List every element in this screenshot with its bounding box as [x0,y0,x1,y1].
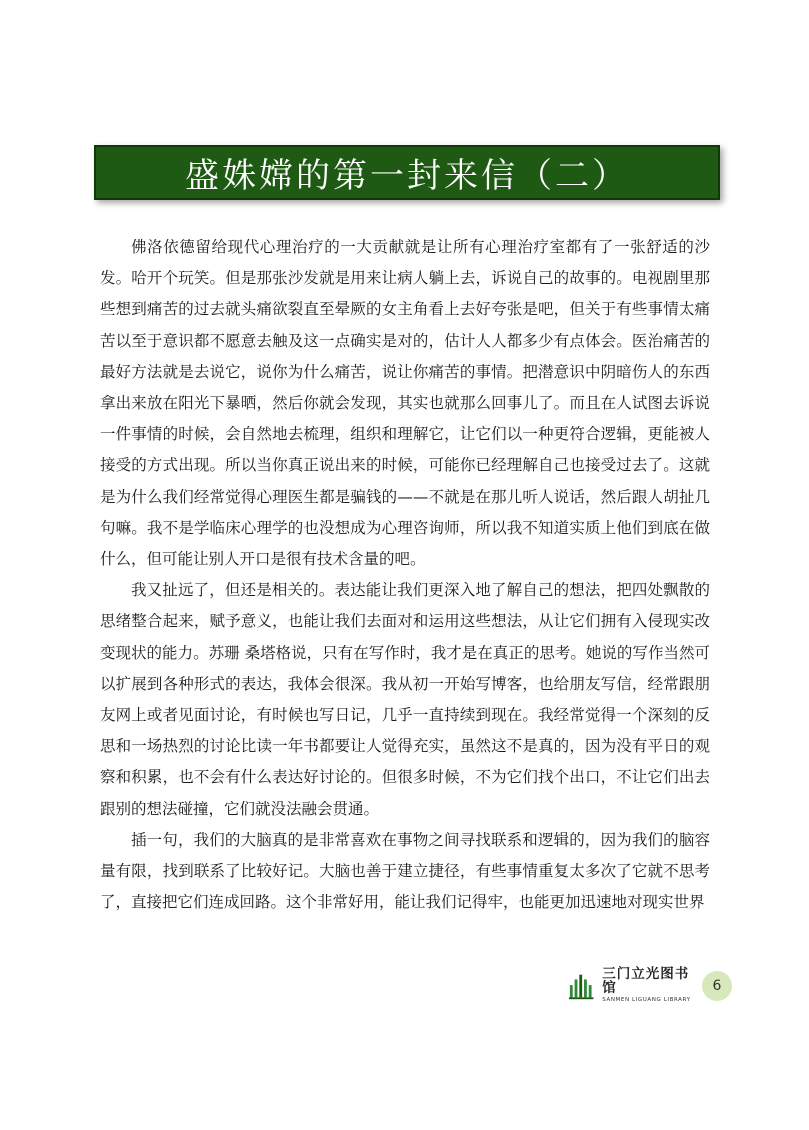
library-logo [568,966,698,1004]
title-banner [94,145,720,200]
page-title: 盛姝嫦的第一封来信（二） [185,156,629,196]
library-building-icon [568,971,596,1001]
paragraph-2: 我又扯远了，但还是相关的。表达能让我们更深入地了解自己的想法，把四处飘散的思绪整合起来，赋予意义，也能让我们去面对和运用这些想法，从让它们拥有入侵现实改变现状的能力。苏珊 桑塔格说，只有在写作时，我才是在真正的思考。她说的写作当然可以扩展到各种形式的表达，我体会很深。我从初一开始写博客，也给朋友写信，经常跟朋友网上或者见面讨论，有时候也写日记，几乎一直持续到现在。我经常觉得一个深刻的反思和一场热烈的讨论比读一年书都要让人觉得充实，虽然这不是真的，因为没有平日的观察和积累，也不会有什么表达好讨论的。但很多时候，不为它们找个出口，不让它们出去跟别的想法碰撞，它们就没法融会贯通。 [100,581,710,818]
library-name-en: SANMEN LIGUANG LIBRARY [602,997,691,1004]
article-body [100,232,710,918]
library-name: 三门立光图书馆 [602,966,690,996]
paragraph-1: 佛洛依德留给现代心理治疗的一大贡献就是让所有心理治疗室都有了一张舒适的沙发。哈开个玩笑。但是那张沙发就是用来让病人躺上去，诉说自己的故事的。电视剧里那些想到痛苦的过去就头痛欲裂直至晕厥的女主角看上去好夸张是吧，但关于有些事情太痛苦以至于意识都不愿意去触及这一点确实是对的，估计人人都多少有点体会。医治痛苦的最好方法就是去说它，说你为什么痛苦，说让你痛苦的事情。把潜意识中阴暗伤人的东西拿出来放在阳光下暴晒，然后你就会发现，其实也就那么回事儿了。而且在人试图去诉说一件事情的时候，会自然地去梳理，组织和理解它，让它们以一种更符合逻辑，更能被人接受的方式出现。所以当你真正说出来的时候，可能你已经理解自己也接受过去了。这就是为什么我们经常觉得心理医生都是骗钱的——不就是在那儿听人说话，然后跟人胡扯几句嘛。我不是学临床心理学的也没想成为心理咨询师，所以我不知道实质上他们到底在做什么，但可能让别人开口是很有技术含量的吧。 [100,238,710,569]
page-number: 6 [702,971,732,1001]
paragraph-3: 插一句，我们的大脑真的是非常喜欢在事物之间寻找联系和逻辑的，因为我们的脑容量有限，找到联系了比较好记。大脑也善于建立捷径，有些事情重复太多次了它就不思考了，直接把它们连成回路。这个非常好用，能让我们记得牢，也能更加迅速地对现实世界 [100,830,710,912]
